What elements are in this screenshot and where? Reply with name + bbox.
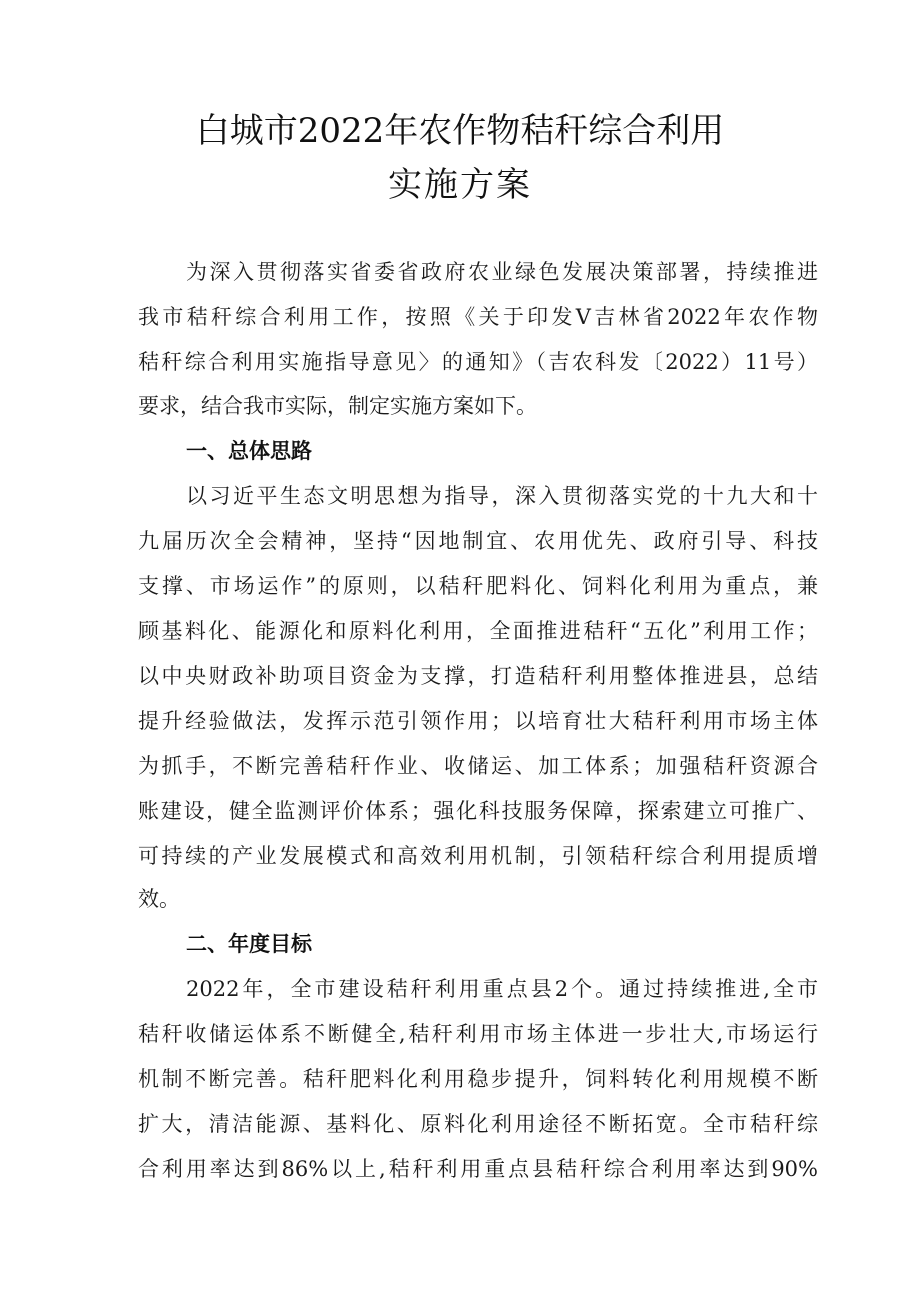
intro-line: 我市秸秆综合利用工作，按照《关于印发V吉林省2022年农作物 <box>138 305 818 329</box>
section1-line: 以习近平生态文明思想为指导，深入贯彻落实党的十九大和十 <box>186 484 818 508</box>
intro-line: 要求，结合我市实际，制定实施方案如下。 <box>138 394 537 418</box>
intro-line: 为深入贯彻落实省委省政府农业绿色发展决策部署，持续推进 <box>186 260 818 284</box>
section-heading-overall-approach: 一、总体思路 <box>186 439 312 463</box>
document-title-line-2: 实施方案 <box>388 165 532 205</box>
section2-line: 扩大，清洁能源、基料化、原料化利用途径不断拓宽。全市秸秆综 <box>138 1112 818 1136</box>
section2-line: 机制不断完善。秸秆肥料化利用稳步提升，饲料转化利用规模不断 <box>138 1067 818 1091</box>
section2-line: 合利用率达到86%以上,秸秆利用重点县秸秆综合利用率达到90% <box>138 1157 818 1181</box>
section2-line: 2022年，全市建设秸秆利用重点县2个。通过持续推进,全市 <box>186 977 818 1001</box>
section1-line: 账建设，健全监测评价体系；强化科技服务保障，探索建立可推广、 <box>138 799 818 823</box>
section1-line: 以中央财政补助项目资金为支撑，打造秸秆利用整体推进县，总结 <box>138 664 818 688</box>
intro-line: 秸秆综合利用实施指导意见〉的通知》（吉农科发〔2022）11号） <box>138 350 818 374</box>
section1-line: 顾基料化、能源化和原料化利用，全面推进秸秆“五化”利用工作； <box>138 619 818 643</box>
section1-line: 提升经验做法，发挥示范引领作用；以培育壮大秸秆利用市场主体 <box>138 709 818 733</box>
section1-line: 为抓手，不断完善秸秆作业、收储运、加工体系；加强秸秆资源合 <box>138 754 818 778</box>
section1-line: 效。 <box>138 887 180 911</box>
section1-line: 可持续的产业发展模式和高效利用机制，引领秸秆综合利用提质增 <box>138 844 818 868</box>
section1-line: 支撑、市场运作”的原则，以秸秆肥料化、饲料化利用为重点，兼 <box>138 574 818 598</box>
section1-line: 九届历次全会精神，坚持“因地制宜、农用优先、政府引导、科技 <box>138 529 818 553</box>
section-heading-annual-targets: 二、年度目标 <box>186 932 312 956</box>
document-title-line-1: 白城市2022年农作物秸秆综合利用 <box>195 111 725 151</box>
section2-line: 秸秆收储运体系不断健全,秸秆利用市场主体进一步壮大,市场运行 <box>138 1022 818 1046</box>
